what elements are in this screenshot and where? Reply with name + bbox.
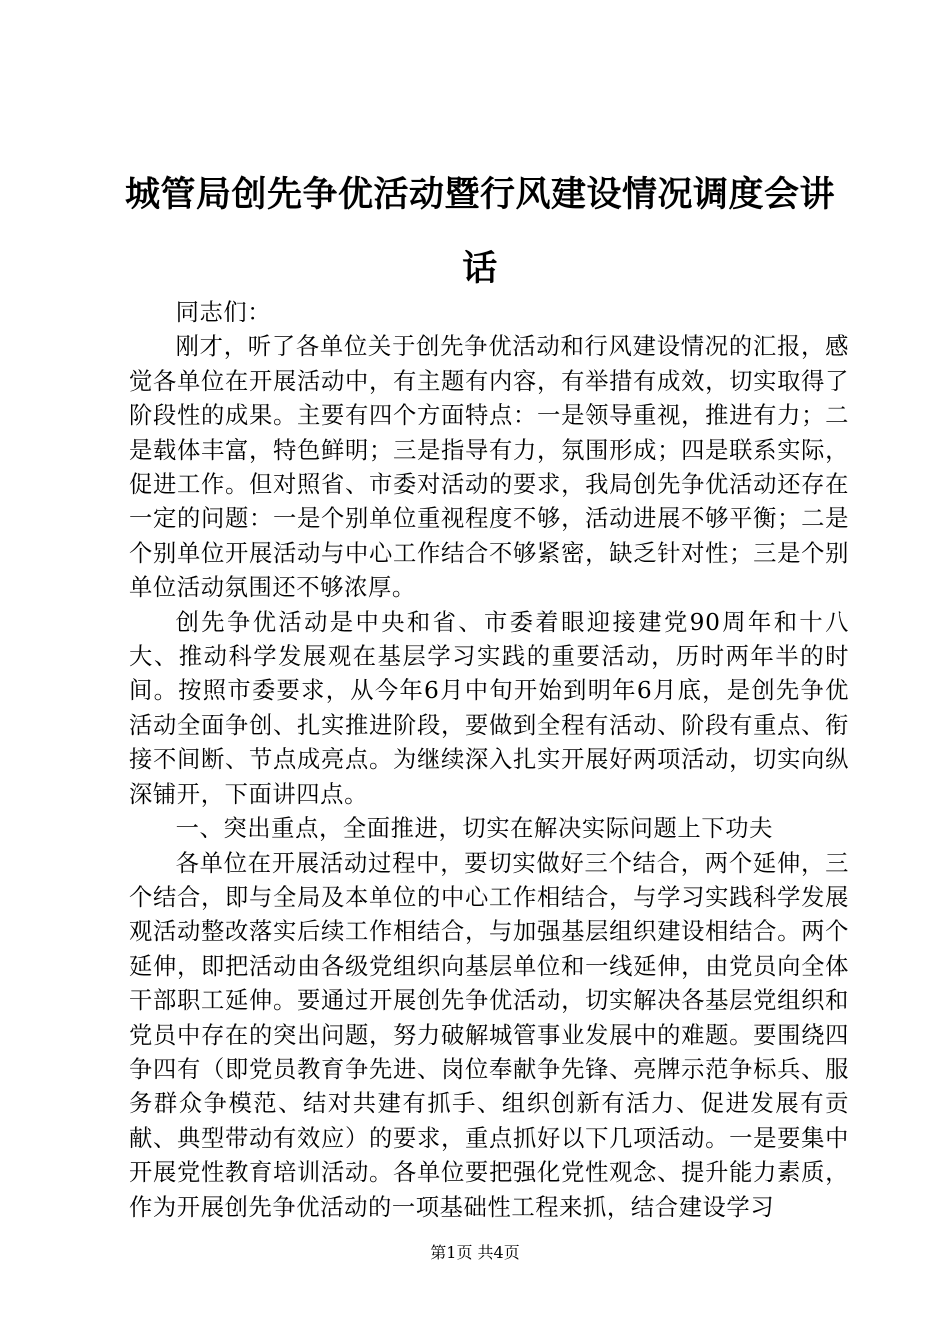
document-title: 城管局创先争优活动暨行风建设情况调度会讲话	[124, 175, 835, 289]
document-body	[129, 296, 849, 1225]
paragraph-salutation: 同志们：	[175, 299, 272, 326]
paragraph-3: 各单位在开展活动过程中，要切实做好三个结合，两个延伸，三个结合，即与全局及本单位的中心工作相结合，与学习实践科学发展观活动整改落实后续工作相结合，与加强基层组织建设相结合。两个延伸，即把活动由各级党组织向基层单位和一线延伸，由党员向全体干部职工延伸。要通过开展创先争优活动，切实解决各基层党组织和党员中存在的突出问题，努力破解城管事业发展中的难题。要围绕四争四有（即党员教育争先进、岗位奉献争先锋、亮牌示范争标兵、服务群众争模范、结对共建有抓手、组织创新有活力、促进发展有贡献、典型带动有效应）的要求，重点抓好以下几项活动。一是要集中开展党性教育培训活动。各单位要把强化党性观念、提升能力素质，作为开展创先争优活动的一项基础性工程来抓，结合建设学习	[129, 849, 849, 1221]
page-number-footer: 第1页 共4页	[430, 1243, 520, 1262]
paragraph-2: 创先争优活动是中央和省、市委着眼迎接建党90周年和十八大、推动科学发展观在基层学习实践的重要活动，历时两年半的时间。按照市委要求，从今年6月中旬开始到明年6月底，是创先争优活动全面争创、扎实推进阶段，要做到全程有活动、阶段有重点、衔接不间断、节点成亮点。为继续深入扎实开展好两项活动，切实向纵深铺开，下面讲四点。	[129, 608, 849, 808]
section-heading-1: 一、突出重点，全面推进，切实在解决实际问题上下功夫	[175, 815, 774, 843]
paragraph-1: 刚才，听了各单位关于创先争优活动和行风建设情况的汇报，感觉各单位在开展活动中，有主题有内容，有举措有成效，切实取得了阶段性的成果。主要有四个方面特点：一是领导重视，推进有力；二是载体丰富，特色鲜明；三是指导有力，氛围形成；四是联系实际，促进工作。但对照省、市委对活动的要求，我局创先争优活动还存在一定的问题：一是个别单位重视程度不够，活动进展不够平衡；二是个别单位开展活动与中心工作结合不够紧密，缺乏针对性；三是个别单位活动氛围还不够浓厚。	[129, 333, 849, 602]
